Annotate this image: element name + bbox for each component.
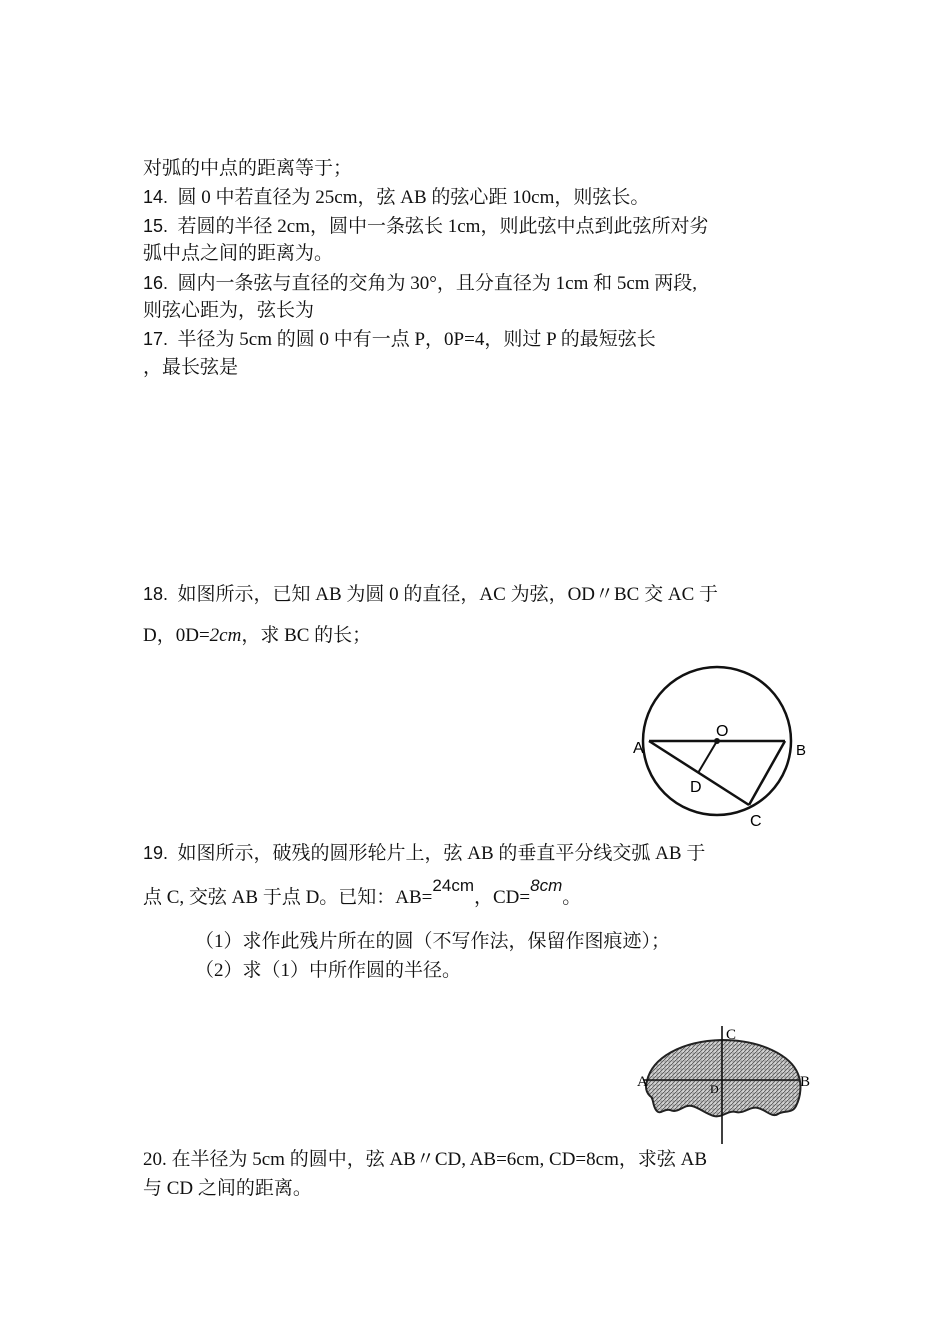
question-14-number: 14. [143, 187, 169, 207]
question-18-number: 18. [143, 584, 169, 604]
question-16-number: 16. [143, 273, 169, 293]
question-18-text-a: 如图所示，已知 AB 为圆 0 的直径，AC 为弦，OD〃BC 交 AC 于 [177, 584, 719, 605]
question-19 [143, 841, 705, 866]
figure-19-label-c: C [726, 1027, 737, 1043]
question-15-number: 15. [143, 216, 169, 236]
question-15-text-b: 弧中点之间的距离为。 [143, 243, 334, 264]
question-20-text-a: 20. 在半径为 5cm 的圆中，弦 AB〃CD, AB=6cm, CD=8cm，求弦 AB [143, 1149, 707, 1170]
question-19-ab-value: 24cm [432, 876, 474, 895]
question-19-part-1: （1）求作此残片所在的圆（不写作法，保留作图痕迹）； [195, 931, 671, 952]
question-18-od-value: 2cm [209, 625, 242, 646]
question-16 [143, 271, 697, 296]
question-16-text-a: 圆内一条弦与直径的交角为 30°，且分直径为 1cm 和 5cm 两段, [177, 273, 698, 294]
question-19-text-b-mid: ，CD= [473, 887, 531, 908]
question-19-text-b-end: 。 [562, 887, 582, 908]
figure-18-segment-od [698, 741, 717, 773]
question-15 [143, 214, 708, 239]
question-19-text-a: 如图所示，破残的圆形轮片上，弦 AB 的垂直平分线交弧 AB 于 [177, 843, 706, 864]
figure-18-label-d: D [690, 779, 702, 796]
question-17-text-a: 半径为 5cm 的圆 0 中有一点 P，0P=4，则过 P 的最短弦长 [177, 329, 656, 350]
question-18-text-b-pre: D，0D= [143, 625, 210, 646]
question-16-text-b: 则弦心距为，弦长为 [143, 300, 315, 321]
question-18 [143, 582, 718, 607]
question-19-cd-value: 8cm [530, 876, 563, 895]
figure-18-label-a: A [633, 740, 644, 757]
question-15-text-a: 若圆的半径 2cm，圆中一条弦长 1cm，则此弦中点到此弦所对劣 [177, 216, 709, 237]
question-19-line-b [143, 876, 582, 910]
question-14-text: 圆 0 中若直径为 25cm，弦 AB 的弦心距 10cm，则弦长。 [177, 187, 650, 208]
question-19-text-b-pre: 点 C, 交弦 AB 于点 D。已知：AB= [143, 887, 433, 908]
question-17 [143, 327, 656, 352]
figure-18-label-c: C [750, 813, 762, 830]
question-19-part-2: （2）求（1）中所作圆的半径。 [195, 960, 462, 981]
figure-18-label-b: B [796, 742, 807, 759]
question-17-number: 17. [143, 329, 169, 349]
question-18-text-b-post: ，求 BC 的长； [241, 625, 372, 646]
figure-19-label-d: D [710, 1082, 719, 1096]
text-line-1: 对弧的中点的距离等于； [143, 158, 353, 179]
figure-18-circle-diagram [628, 662, 813, 832]
figure-19-wheel-fragment [646, 1040, 800, 1116]
figure-19-broken-wheel-diagram [636, 1024, 816, 1146]
figure-19-label-b: B [800, 1074, 811, 1090]
figure-18-label-o: O [716, 723, 729, 740]
figure-19-label-a: A [637, 1074, 648, 1090]
question-20-text-b: 与 CD 之间的距离。 [143, 1178, 312, 1199]
question-18-line-b [143, 624, 371, 648]
question-19-number: 19. [143, 843, 169, 863]
question-14 [143, 185, 649, 210]
question-17-text-b: ，最长弦是 [143, 357, 239, 378]
